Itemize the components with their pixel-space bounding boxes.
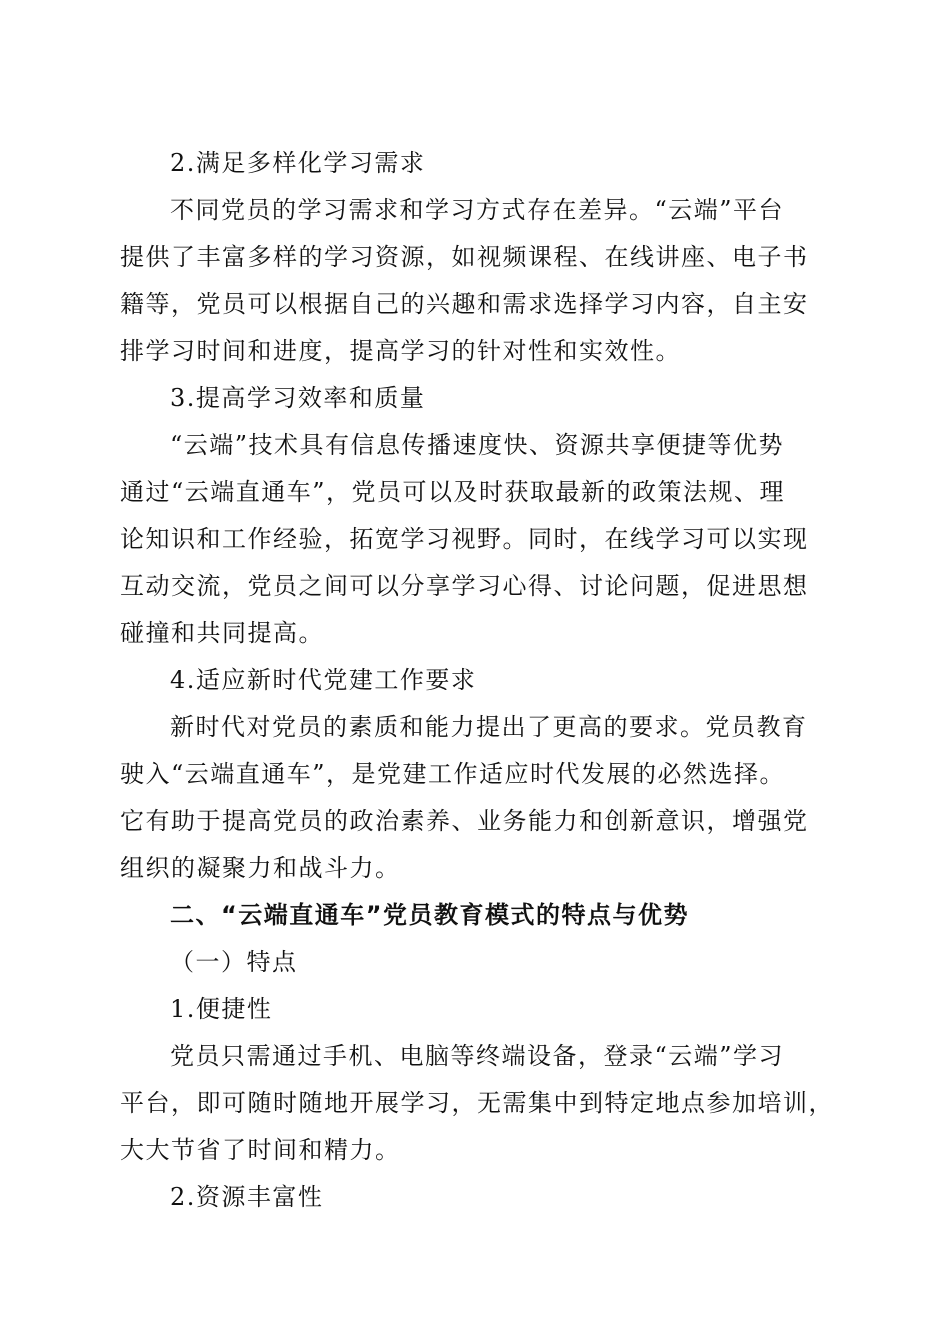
paragraph-line: 组织的凝聚力和战斗力。: [120, 854, 401, 882]
paragraph-line: 排学习时间和进度，提高学习的针对性和实效性。: [120, 337, 681, 365]
paragraph-efficiency-quality: [120, 422, 832, 657]
subheading-4-new-era-requirements: 4.适应新时代党建工作要求: [170, 666, 477, 694]
paragraph-line: 提供了丰富多样的学习资源，如视频课程、在线讲座、电子书: [120, 243, 809, 271]
subheading-3-efficiency-quality: 3.提高学习效率和质量: [170, 384, 426, 412]
paragraph-line: 它有助于提高党员的政治素养、业务能力和创新意识，增强党: [120, 807, 809, 835]
document-body: [120, 140, 832, 1221]
paragraph-convenience: [120, 1033, 832, 1174]
paragraph-line: 新时代对党员的素质和能力提出了更高的要求。党员教育: [170, 713, 808, 741]
paragraph-line: 不同党员的学习需求和学习方式存在差异。“云端”平台: [170, 196, 785, 224]
paragraph-line: 大大节省了时间和精力。: [120, 1136, 401, 1164]
paragraph-line: 互动交流，党员之间可以分享学习心得、讨论问题，促进思想: [120, 572, 809, 600]
paragraph-diverse-learning: [120, 187, 832, 375]
paragraph-line: 平台，即可随时随地开展学习，无需集中到特定地点参加培训，: [120, 1089, 834, 1117]
subheading-features: （一）特点: [170, 948, 298, 976]
paragraph-line: 籍等，党员可以根据自己的兴趣和需求选择学习内容，自主安: [120, 290, 809, 318]
section-heading-two: 二、“云端直通车”党员教育模式的特点与优势: [170, 901, 690, 929]
paragraph-line: 党员只需通过手机、电脑等终端设备，登录“云端”学习: [170, 1042, 785, 1070]
paragraph-line: 驶入“云端直通车”，是党建工作适应时代发展的必然选择。: [120, 760, 786, 788]
paragraph-line: 通过“云端直通车”，党员可以及时获取最新的政策法规、理: [120, 478, 786, 506]
subheading-2-resource-richness: 2.资源丰富性: [170, 1183, 324, 1211]
subheading-2-diverse-learning: 2.满足多样化学习需求: [170, 149, 426, 177]
subheading-1-convenience: 1.便捷性: [170, 995, 273, 1023]
paragraph-line: 碰撞和共同提高。: [120, 619, 324, 647]
paragraph-new-era-requirements: [120, 704, 832, 892]
paragraph-line: “云端”技术具有信息传播速度快、资源共享便捷等优势: [170, 431, 785, 459]
paragraph-line: 论知识和工作经验，拓宽学习视野。同时，在线学习可以实现: [120, 525, 809, 553]
